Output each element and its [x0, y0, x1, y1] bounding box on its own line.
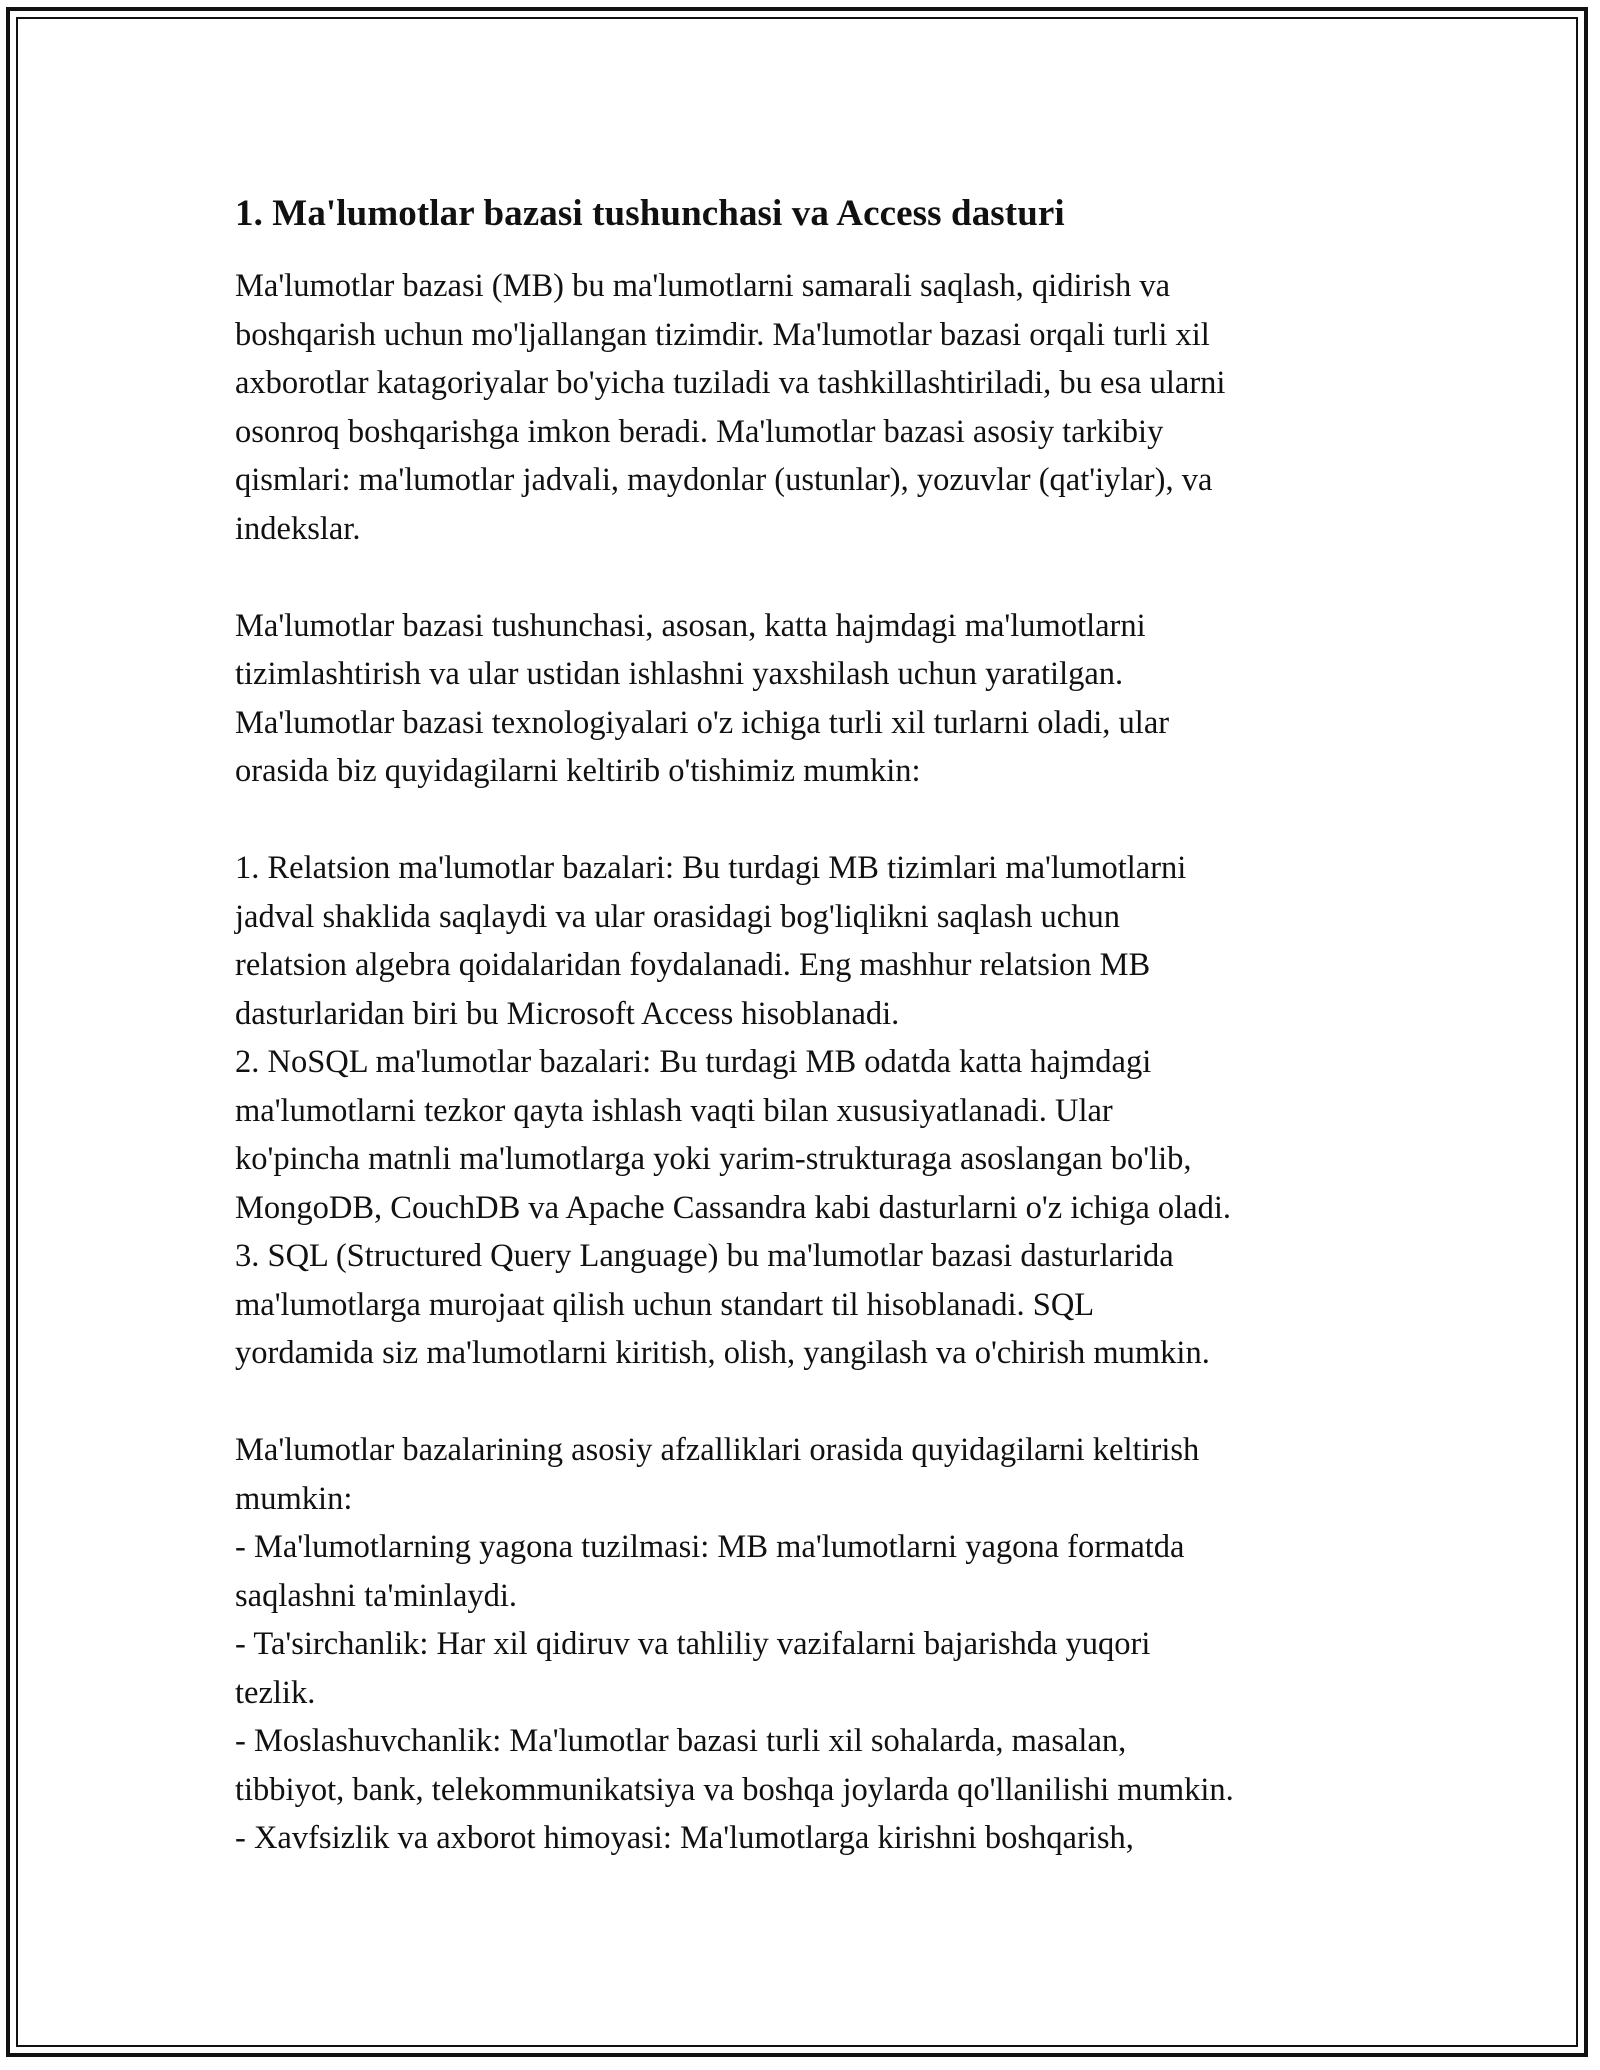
paragraph-advantages-list: Ma'lumotlar bazalarining asosiy afzalliklari orasida quyidagilarni keltirish mumkin: - Ma'lumotlarning yagona tuzilmasi: MB ma'lumotlarni yagona formatda saqlashni ta'minlaydi. - Ta'sirchanlik: Har xil qidiruv va tahliliy vazifalarni bajarishda yuqori tezlik. - Moslashuvchanlik: Ma'lumotlar bazasi turli xil sohalarda, masalan, tibbiyot, bank, telekommunikatsiya va boshqa joylarda qo'llanilishi mumkin. - Xavfsizlik va axborot himoyasi: Ma'lumotlarga kirishni boshqarish,	[235, 1432, 1234, 1856]
paragraph-db-types-list: 1. Relatsion ma'lumotlar bazalari: Bu turdagi MB tizimlari ma'lumotlarni jadval shaklida saqlaydi va ular orasidagi bog'liqlikni saqlash uchun relatsion algebra qoidalaridan foydalanadi. Eng mashhur relatsion MB dasturlaridan biri bu Microsoft Access hisoblanadi. 2. NoSQL ma'lumotlar bazalari: Bu turdagi MB odatda katta hajmdagi ma'lumotlarni tezkor qayta ishlash vaqti bilan xususiyatlanadi. Ular ko'pincha matnli ma'lumotlarga yoki yarim-strukturaga asoslangan bo'lib, MongoDB, CouchDB va Apache Cassandra kabi dasturlarni o'z ichiga oladi. 3. SQL (Structured Query Language) bu ma'lumotlar bazasi dasturlarida ma'lumotlarga murojaat qilish uchun standart til hisoblanadi. SQL yordamida siz ma'lumotlarni kiritish, olish, yangilash va o'chirish mumkin.	[235, 850, 1231, 1371]
document-body	[235, 186, 1365, 1863]
paragraph-concept: Ma'lumotlar bazasi tushunchasi, asosan, katta hajmdagi ma'lumotlarni tizimlashtirish va ular ustidan ishlashni yaxshilash uchun yaratilgan. Ma'lumotlar bazasi texnologiyalari o'z ichiga turli xil turlarni oladi, ular orasida biz quyidagilarni keltirib o'tishimiz mumkin:	[235, 607, 1170, 789]
paragraph-gap	[235, 553, 1365, 602]
paragraph-gap	[235, 796, 1365, 845]
paragraph-gap	[235, 1378, 1365, 1427]
section-heading: 1. Ma'lumotlar bazasi tushunchasi va Access dasturi	[235, 193, 1065, 234]
paragraph-intro: Ma'lumotlar bazasi (MB) bu ma'lumotlarni samarali saqlash, qidirish va boshqarish uchun mo'ljallangan tizimdir. Ma'lumotlar bazasi orqali turli xil axborotlar katagoriyalar bo'yicha tuziladi va tashkillashtiriladi, bu esa ularni osonroq boshqarishga imkon beradi. Ma'lumotlar bazasi asosiy tarkibiy qismlari: ma'lumotlar jadvali, maydonlar (ustunlar), yozuvlar (qat'iylar), va indekslar.	[235, 268, 1226, 547]
